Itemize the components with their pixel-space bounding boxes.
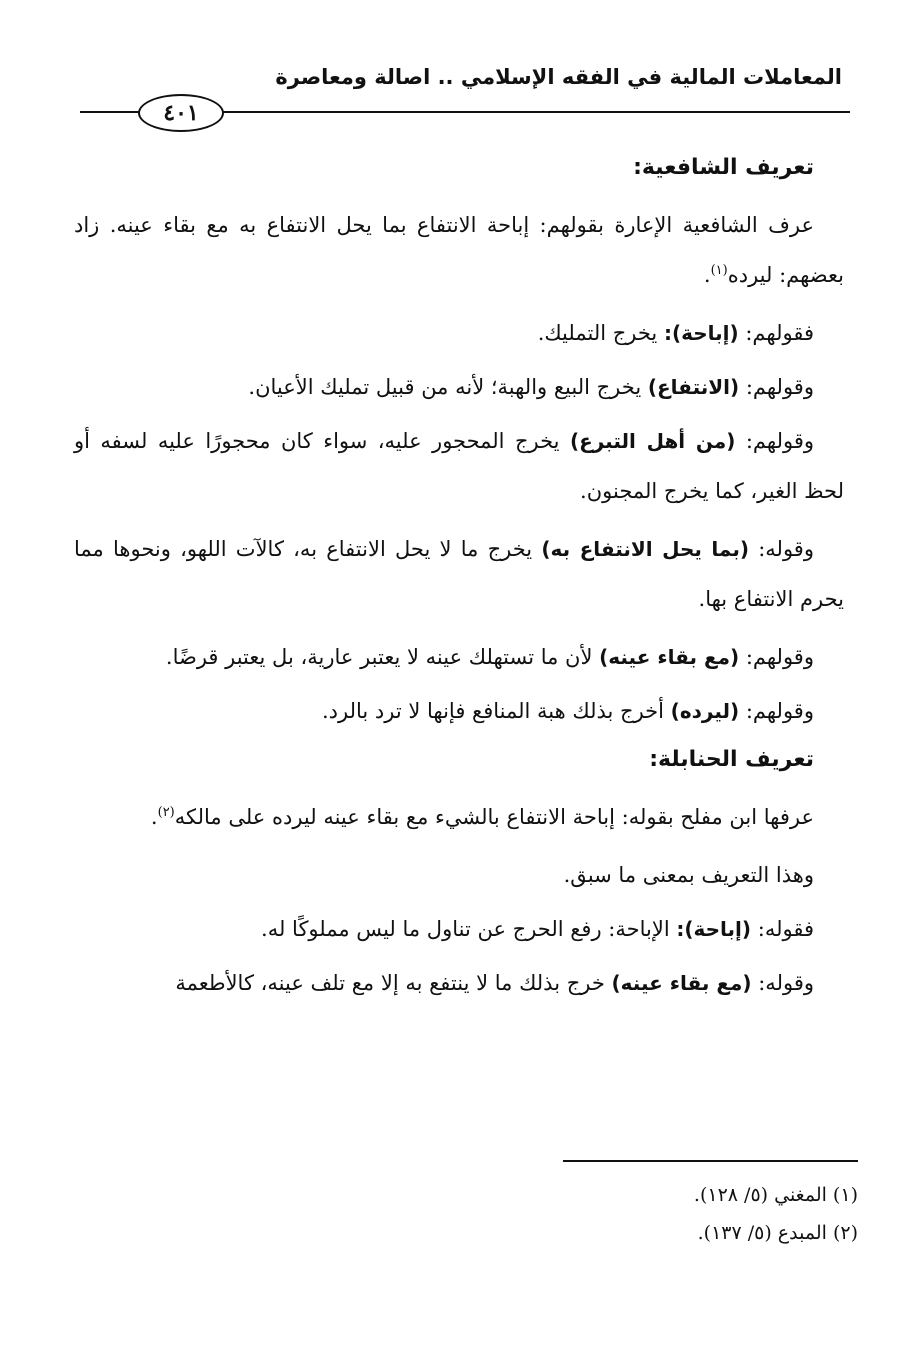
paragraph-7-term: (ليرده) <box>670 699 740 723</box>
hanabila-heading: تعريف الحنابلة: <box>649 747 814 772</box>
paragraph-4 <box>74 416 844 516</box>
paragraph-10-term: (إباحة): <box>676 917 752 941</box>
body-text <box>74 148 844 1012</box>
paragraph-1-text: عرف الشافعية الإعارة بقولهم: إباحة الانتفاع بما يحل الانتفاع به مع بقاء عينه. زاد بعضهم: ليرده <box>74 213 844 287</box>
page-number: ٤٠١ <box>138 94 224 132</box>
paragraph-9 <box>74 850 844 900</box>
running-title: المعاملات المالية في الفقه الإسلامي .. اصالة ومعاصرة <box>275 65 842 89</box>
shafii-heading: تعريف الشافعية: <box>633 155 814 180</box>
paragraph-5-lead: وقوله: <box>758 537 814 561</box>
paragraph-11-term: (مع بقاء عينه) <box>611 971 752 995</box>
footnote-rule <box>563 1160 858 1162</box>
paragraph-4-term: (من أهل التبرع) <box>569 429 736 453</box>
paragraph-11-rest: خرج بذلك ما لا ينتفع به إلا مع تلف عينه، كالأطعمة <box>175 971 605 995</box>
paragraph-9-text: وهذا التعريف بمعنى ما سبق. <box>563 863 814 887</box>
paragraph-1-end: . <box>703 263 711 287</box>
paragraph-6 <box>74 632 844 682</box>
paragraph-6-lead: وقولهم: <box>745 645 814 669</box>
paragraph-7 <box>74 686 844 736</box>
paragraph-3-lead: وقولهم: <box>745 375 814 399</box>
paragraph-3 <box>74 362 844 412</box>
paragraph-2 <box>74 308 844 358</box>
paragraph-5-term: (بما يحل الانتفاع به) <box>541 537 749 561</box>
paragraph-5 <box>74 524 844 624</box>
paragraph-10 <box>74 904 844 954</box>
paragraph-2-lead: فقولهم: <box>745 321 814 345</box>
paragraph-3-term: (الانتفاع) <box>647 375 740 399</box>
footnotes <box>88 1176 858 1252</box>
paragraph-6-rest: لأن ما تستهلك عينه لا يعتبر عارية، بل يعتبر قرضًا. <box>165 645 593 669</box>
paragraph-6-term: (مع بقاء عينه) <box>599 645 740 669</box>
paragraph-5-rest: يخرج ما لا يحل الانتفاع به، كالآت اللهو، ونحوها مما يحرم الانتفاع بها. <box>74 537 844 611</box>
paragraph-7-lead: وقولهم: <box>745 699 814 723</box>
paragraph-2-rest: يخرج التمليك. <box>537 321 658 345</box>
footnote-1: (١) المغني (٥/ ١٢٨). <box>693 1184 858 1206</box>
footnote-2: (٢) المبدع (٥/ ١٣٧). <box>697 1222 858 1244</box>
paragraph-4-rest: يخرج المحجور عليه، سواء كان محجورًا عليه لسفه أو لحظ الغير، كما يخرج المجنون. <box>74 429 844 503</box>
paragraph-7-rest: أخرج بذلك هبة المنافع فإنها لا ترد بالرد. <box>321 699 664 723</box>
paragraph-11-lead: وقوله: <box>758 971 814 995</box>
paragraph-1 <box>74 200 844 300</box>
paragraph-8-text: عرفها ابن مفلح بقوله: إباحة الانتفاع بالشيء مع بقاء عينه ليرده على مالكه <box>174 805 814 829</box>
paragraph-10-rest: الإباحة: رفع الحرج عن تناول ما ليس مملوكًا له. <box>261 917 670 941</box>
paragraph-3-rest: يخرج البيع والهبة؛ لأنه من قبيل تمليك الأعيان. <box>248 375 642 399</box>
paragraph-2-term: (إباحة): <box>663 321 739 345</box>
paragraph-8 <box>74 792 844 842</box>
paragraph-8-end: . <box>150 805 158 829</box>
footnote-ref-2: (٢) <box>157 805 175 820</box>
paragraph-10-lead: فقوله: <box>757 917 814 941</box>
footnote-ref-1: (١) <box>710 263 728 278</box>
paragraph-4-lead: وقولهم: <box>745 429 815 453</box>
paragraph-11 <box>74 958 844 1008</box>
